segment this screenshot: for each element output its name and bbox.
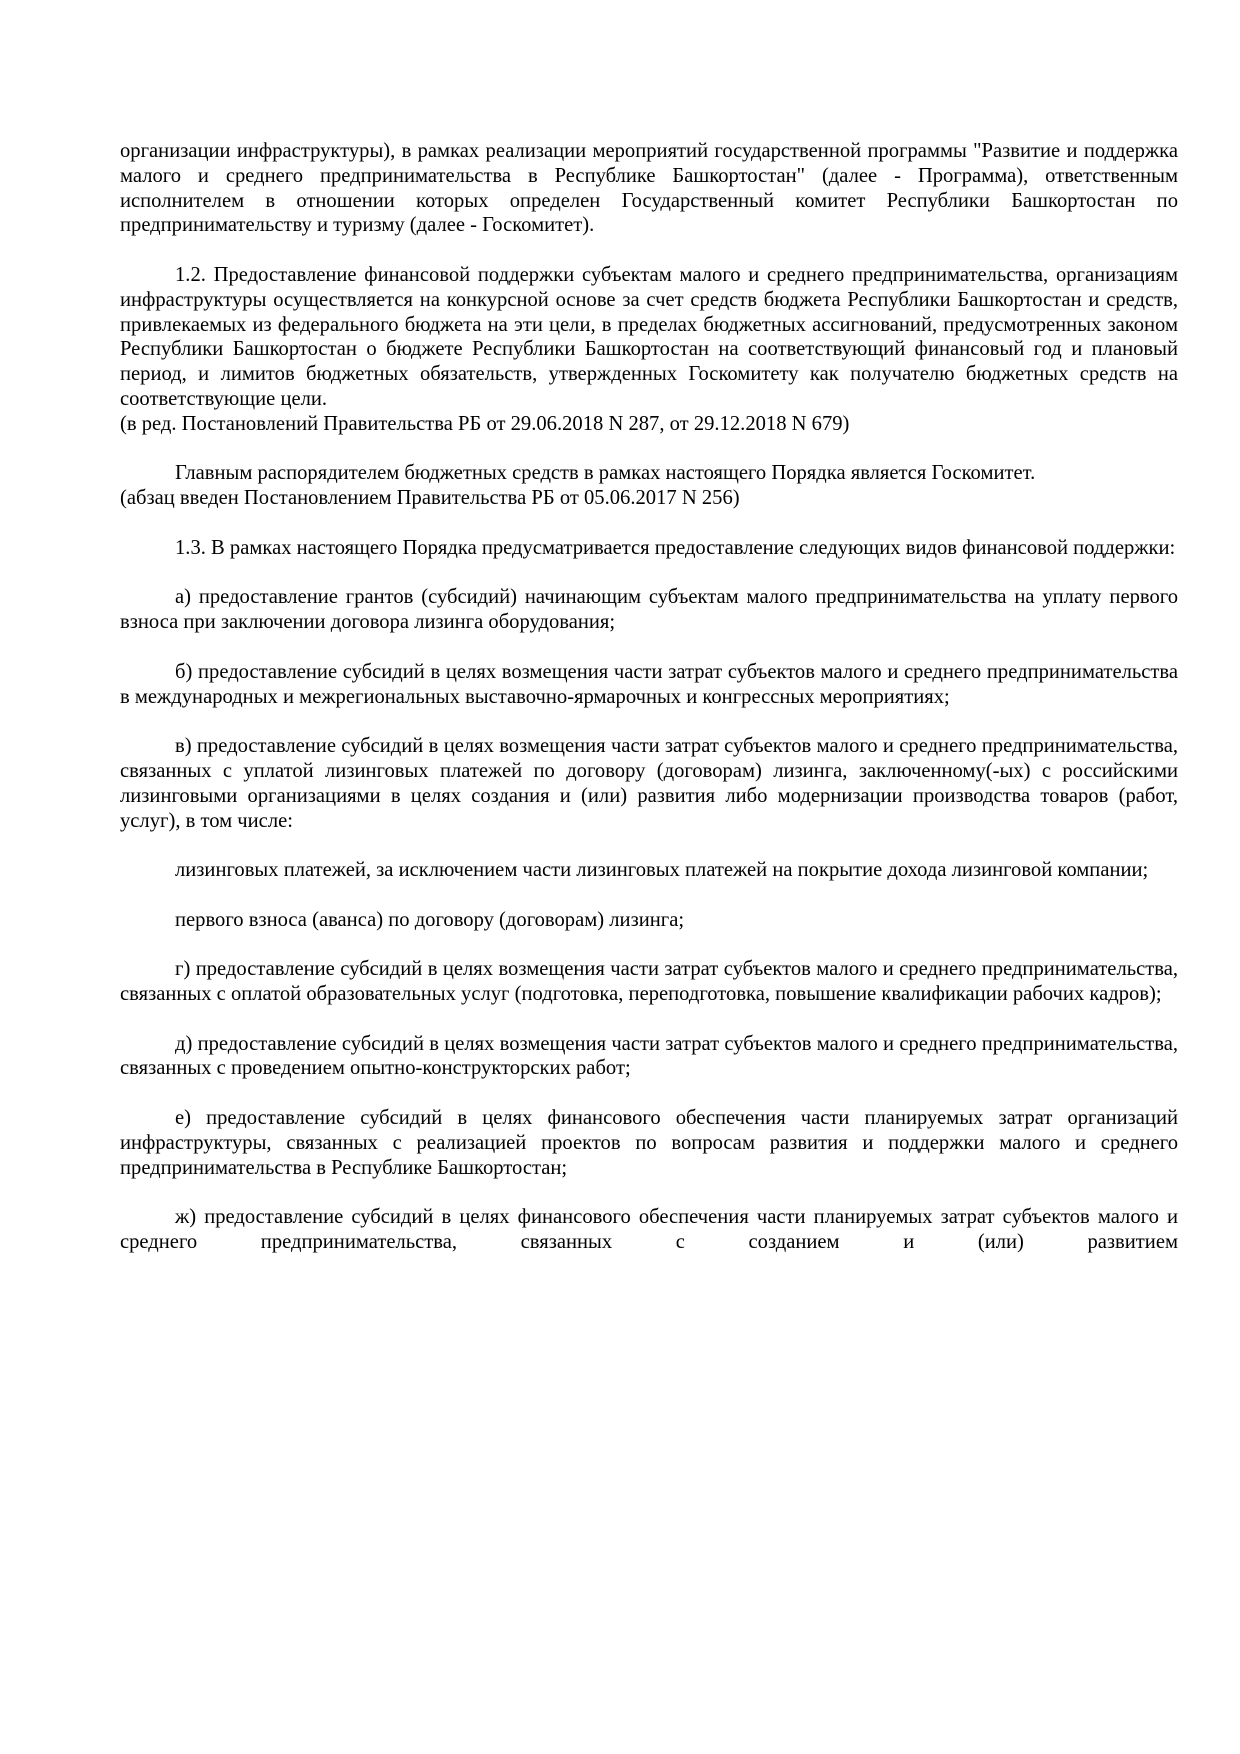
list-item-d: д) предоставление субсидий в целях возмещения части затрат субъектов малого и среднего предпринимательства, связанных с проведением опытно-конструкторских работ; [120,1032,1178,1080]
list-subitem-first-payment: первого взноса (аванса) по договору (договорам) лизинга; [175,908,685,931]
list-item-a: а) предоставление грантов (субсидий) начинающим субъектам малого предпринимательства на уплату первого взноса при заключении договора лизинга оборудования; [120,586,1178,634]
list-subitem-leasing-payments: лизинговых платежей, за исключением части лизинговых платежей на покрытие дохода лизинговой компании; [175,859,1149,882]
list-item-g: г) предоставление субсидий в целях возмещения части затрат субъектов малого и среднего предпринимательства, связанных с оплатой образовательных услуг (подготовка, переподготовка, повышение квалификации рабочих кадров); [120,958,1178,1006]
amendment-note: (в ред. Постановлений Правительства РБ от 29.06.2018 N 287, от 29.12.2018 N 679) [120,412,850,435]
amendment-note: (абзац введен Постановлением Правительства РБ от 05.06.2017 N 256) [120,487,740,510]
paragraph-main-manager: Главным распорядителем бюджетных средств в рамках настоящего Порядка является Госкомитет. [175,462,1036,485]
list-item-v: в) предоставление субсидий в целях возмещения части затрат субъектов малого и среднего предпринимательства, связанных с уплатой лизинговых платежей по договору (договорам) лизинга, заключенному(-ых) с российскими лизинговыми организациями в целях создания и (или) развития либо модернизации производства товаров (работ, услуг), в том числе: [120,735,1178,832]
paragraph-infrastructure: организации инфраструктуры), в рамках реализации мероприятий государственной программы "Развитие и поддержка малого и среднего предпринимательства в Республике Башкортостан" (далее - Программа), ответственным исполнителем в отношении которых определен Государственный комитет Республики Башкортостан по предпринимательству и туризму (далее - Госкомитет). [120,140,1178,237]
paragraph-1-3: 1.3. В рамках настоящего Порядка предусматривается предоставление следующих видов финансовой поддержки: [175,536,1176,559]
list-item-b: б) предоставление субсидий в целях возмещения части затрат субъектов малого и среднего предпринимательства в международных и межрегиональных выставочно-ярмарочных и конгрессных мероприятиях; [120,660,1178,708]
document-page [120,139,1178,1280]
list-item-e: е) предоставление субсидий в целях финансового обеспечения части планируемых затрат организаций инфраструктуры, связанных с реализацией проектов по вопросам развития и поддержки малого и среднего предпринимательства в Республике Башкортостан; [120,1107,1178,1179]
list-item-zh: ж) предоставление субсидий в целях финансового обеспечения части планируемых затрат субъектов малого и среднего предпринимательства, связанных с созданием и (или) развитием [120,1206,1178,1254]
paragraph-1-2: 1.2. Предоставление финансовой поддержки субъектам малого и среднего предпринимательства, организациям инфраструктуры осуществляется на конкурсной основе за счет средств бюджета Республики Башкортостан и средств, привлекаемых из федерального бюджета на эти цели, в пределах бюджетных ассигнований, предусмотренных законом Республики Башкортостан о бюджете Республики Башкортостан на соответствующий финансовый год и плановый период, и лимитов бюджетных обязательств, утвержденных Госкомитету как получателю бюджетных средств на соответствующие цели. [120,263,1178,410]
